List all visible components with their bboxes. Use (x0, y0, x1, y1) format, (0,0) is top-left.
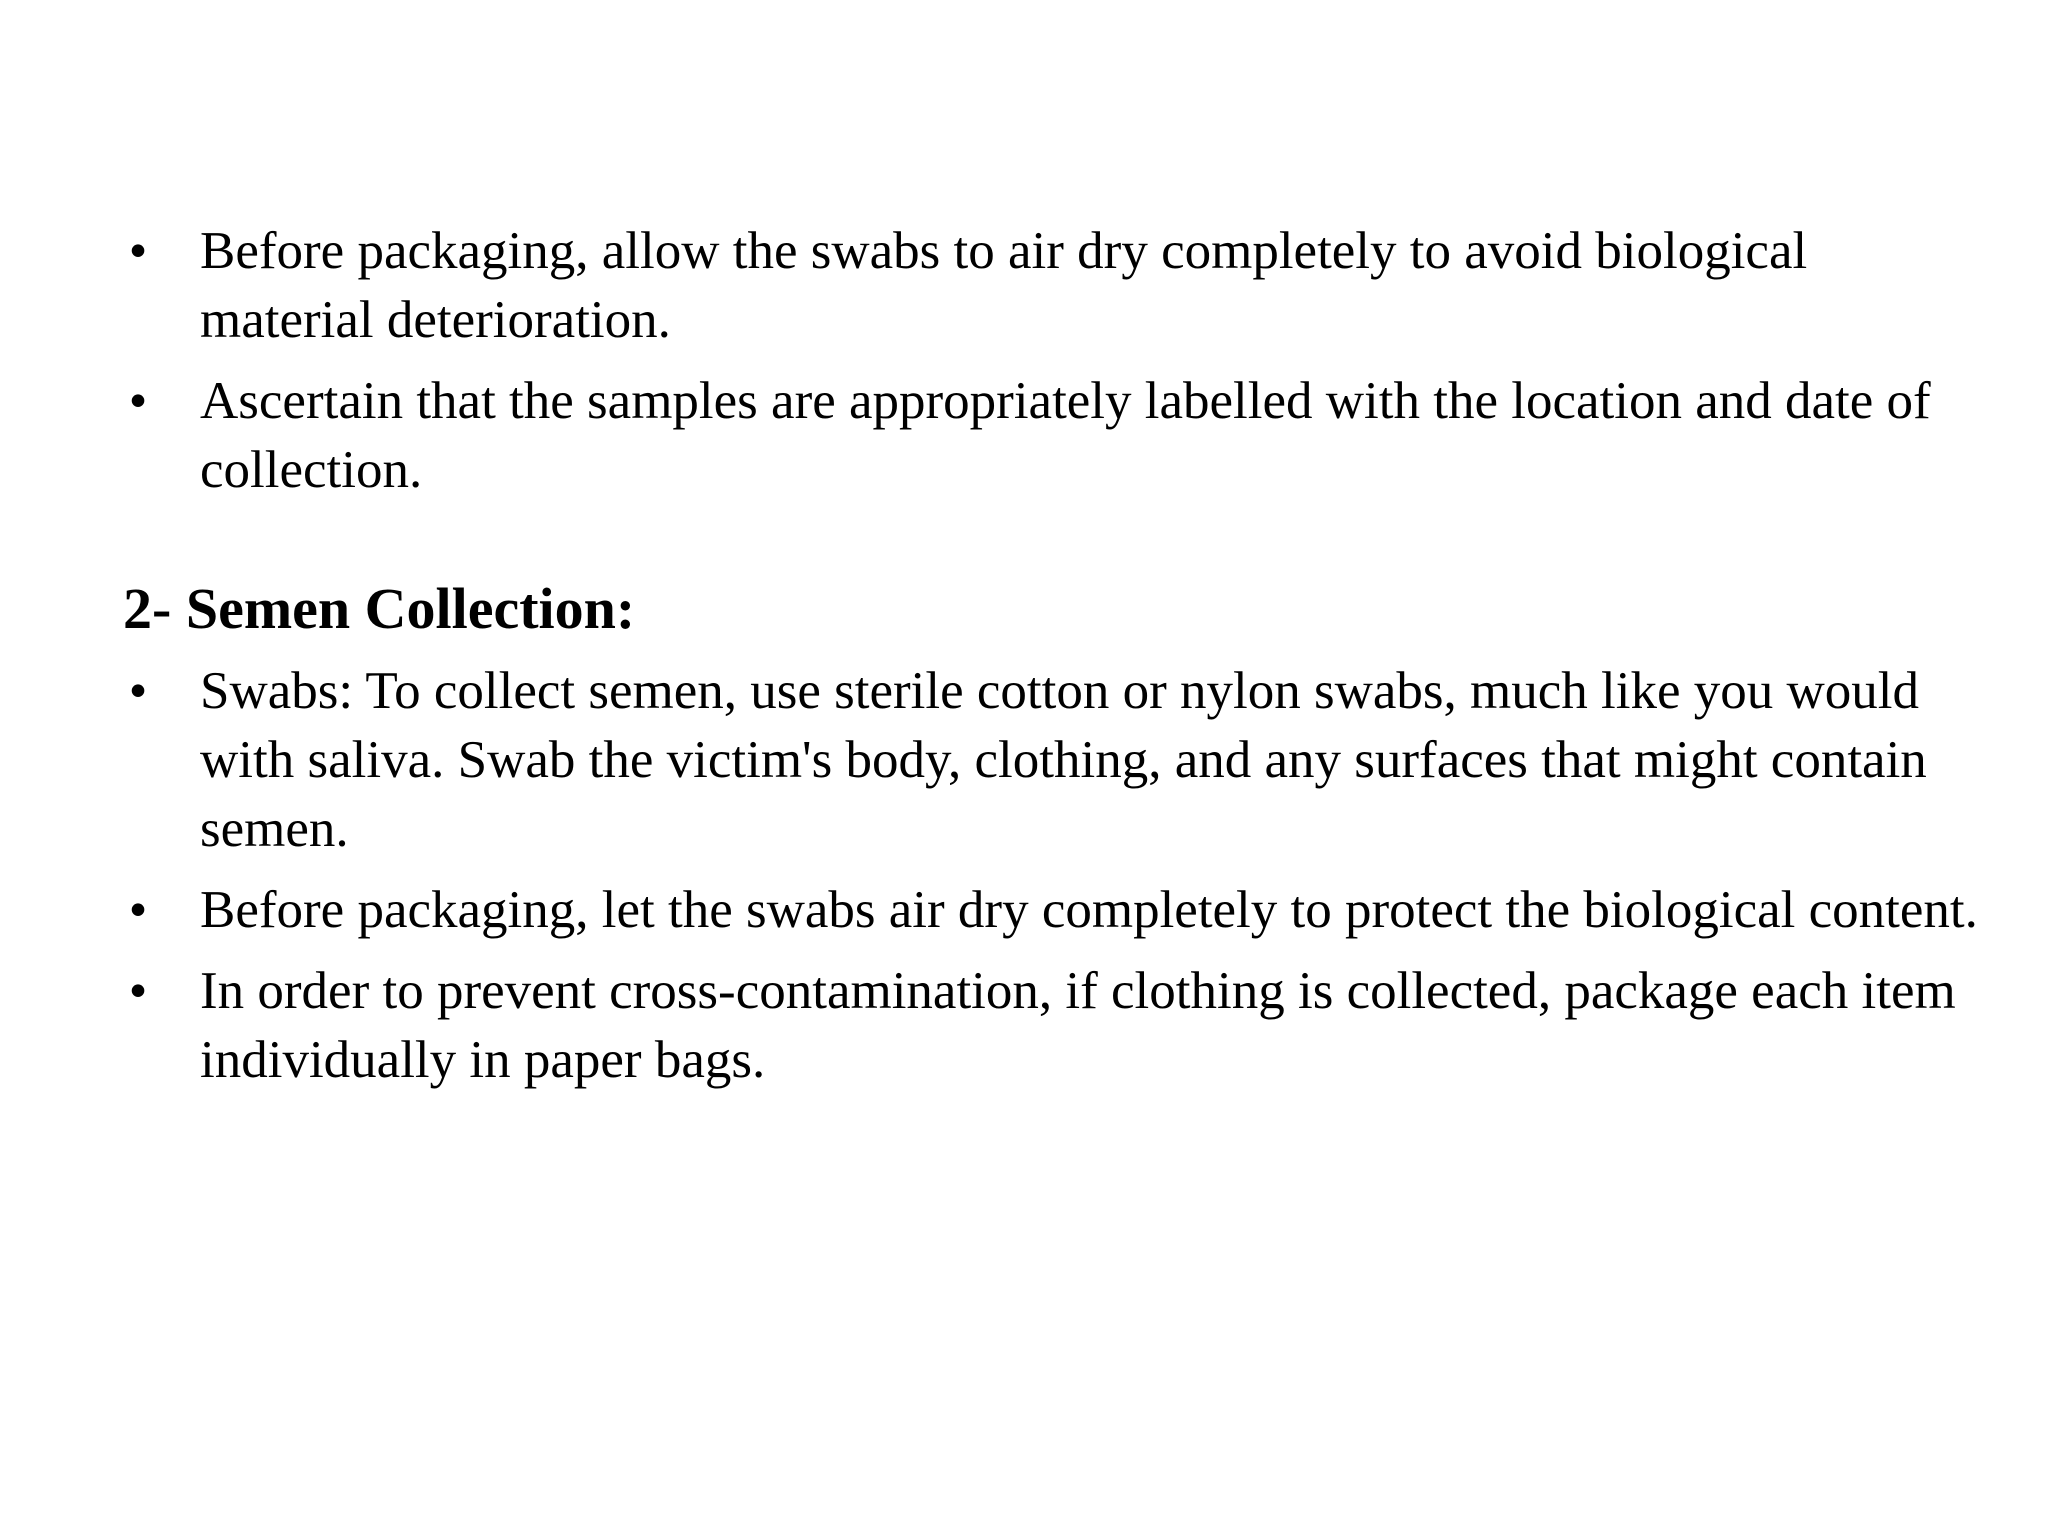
bullet-icon: • (128, 222, 148, 280)
slide-content (123, 217, 1983, 1107)
bullet-text: In order to prevent cross-contamination, if clothing is collected, package each item individually in paper bags. (200, 962, 1956, 1089)
list-item (123, 876, 1983, 945)
section-bullet-list (123, 657, 1983, 1095)
list-item (123, 217, 1983, 355)
bullet-icon: • (128, 662, 148, 720)
section-heading: 2- Semen Collection: (123, 576, 636, 641)
bullet-icon: • (128, 962, 148, 1020)
list-item (123, 957, 1983, 1095)
bullet-text: Swabs: To collect semen, use sterile cotton or nylon swabs, much like you would with saliva. Swab the victim's body, clothing, and any surfaces that might contain semen. (200, 662, 1927, 858)
intro-bullet-list (123, 217, 1983, 505)
list-item (123, 657, 1983, 864)
list-item (123, 367, 1983, 505)
bullet-text: Before packaging, let the swabs air dry completely to protect the biological content. (200, 881, 1978, 939)
bullet-icon: • (128, 881, 148, 939)
bullet-text: Ascertain that the samples are appropriately labelled with the location and date of collection. (200, 372, 1931, 499)
bullet-icon: • (128, 372, 148, 430)
bullet-text: Before packaging, allow the swabs to air dry completely to avoid biological material deterioration. (200, 222, 1808, 349)
